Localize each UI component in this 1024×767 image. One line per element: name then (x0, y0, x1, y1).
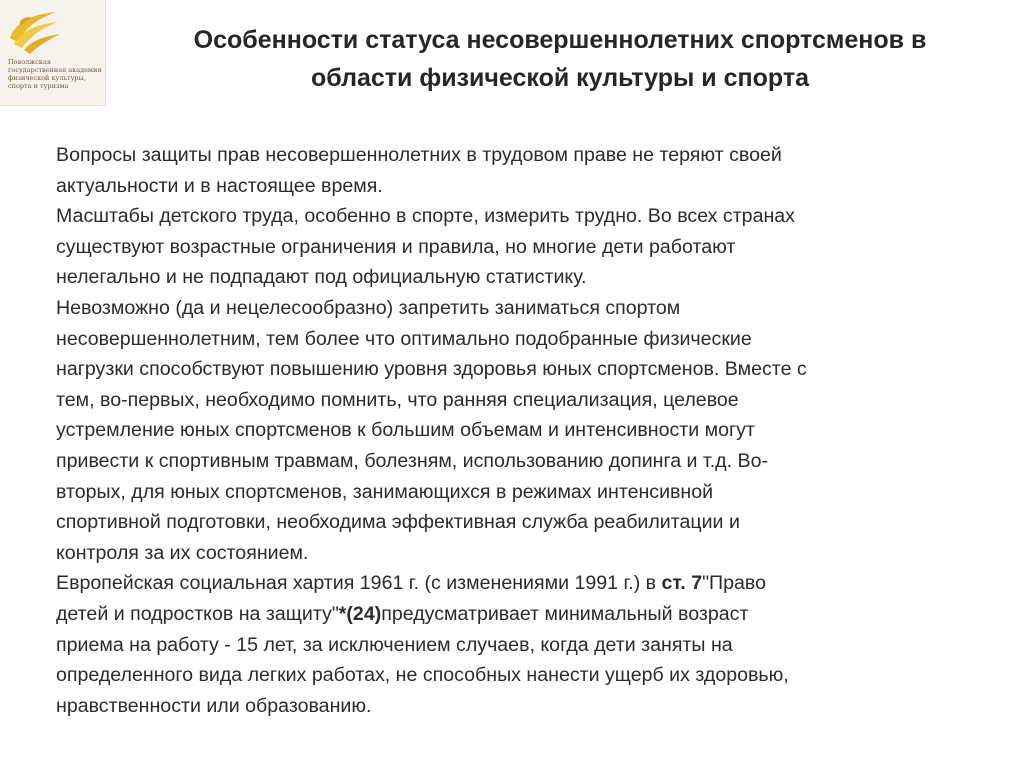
text-line: Вопросы защиты прав несовершеннолетних в трудовом праве не теряют своей (56, 144, 782, 166)
text-line: привести к спортивным травмам, болезням, использованию допинга и т.д. Во- (56, 449, 768, 472)
title-line-2: области физической культуры и спорта (311, 64, 809, 92)
text-line: контроля за их состоянием. (56, 541, 309, 564)
logo-text (8, 58, 104, 90)
text-line: определенного вида легких работах, не способных нанести ущерб их здоровью, (56, 664, 789, 687)
text-fragment: детей и подростков на защиту" (56, 602, 339, 625)
text-fragment: Европейская социальная хартия 1961 г. (с изменениями 1991 г.) в (56, 572, 662, 595)
paragraph-2 (56, 201, 976, 293)
golden-laurel-icon (6, 8, 62, 56)
logo-text-line: спорта и туризма (8, 82, 69, 90)
footnote-reference: *(24) (338, 602, 382, 625)
text-line: существуют возрастные ограничения и правила, но многие дети работают (56, 235, 736, 258)
paragraph-1 (56, 140, 976, 201)
text-fragment: предусматривает минимальный возраст (381, 602, 749, 625)
paragraph-3 (56, 293, 976, 568)
page-title (120, 21, 1000, 97)
article-reference: ст. 7 (661, 572, 703, 595)
title-line-1: Особенности статуса несовершеннолетних спортсменов в (193, 26, 927, 54)
text-line: приема на работу - 15 лет, за исключением случаев, когда дети заняты на (56, 633, 733, 656)
logo-text-line: государственная академия (8, 66, 102, 74)
text-line: нравственности или образованию. (56, 694, 372, 717)
text-line: несовершеннолетним, тем более что оптимально подобранные физические (56, 327, 752, 350)
text-line: устремление юных спортсменов к большим объемам и интенсивности могут (56, 419, 755, 442)
paragraph-4 (56, 568, 976, 721)
text-line: нелегально и не подпадают под официальную статистику. (56, 266, 587, 289)
text-line: вторых, для юных спортсменов, занимающихся в режимах интенсивной (56, 480, 714, 503)
body-text (56, 140, 976, 721)
text-line: актуальности и в настоящее время. (56, 174, 383, 197)
text-line: спортивной подготовки, необходима эффективная служба реабилитации и (56, 511, 740, 534)
text-line: нагрузки способствуют повышению уровня здоровья юных спортсменов. Вместе с (56, 358, 807, 381)
logo (0, 0, 106, 106)
text-fragment: "Право (702, 572, 767, 595)
text-line: тем, во-первых, необходимо помнить, что ранняя специализация, целевое (56, 388, 739, 411)
text-line: Невозможно (да и нецелесообразно) запретить заниматься спортом (56, 296, 681, 319)
logo-text-line: Поволжская (8, 58, 51, 66)
text-line: Масштабы детского труда, особенно в спорте, измерить трудно. Во всех странах (56, 205, 795, 228)
logo-text-line: физической культуры, (8, 74, 86, 82)
